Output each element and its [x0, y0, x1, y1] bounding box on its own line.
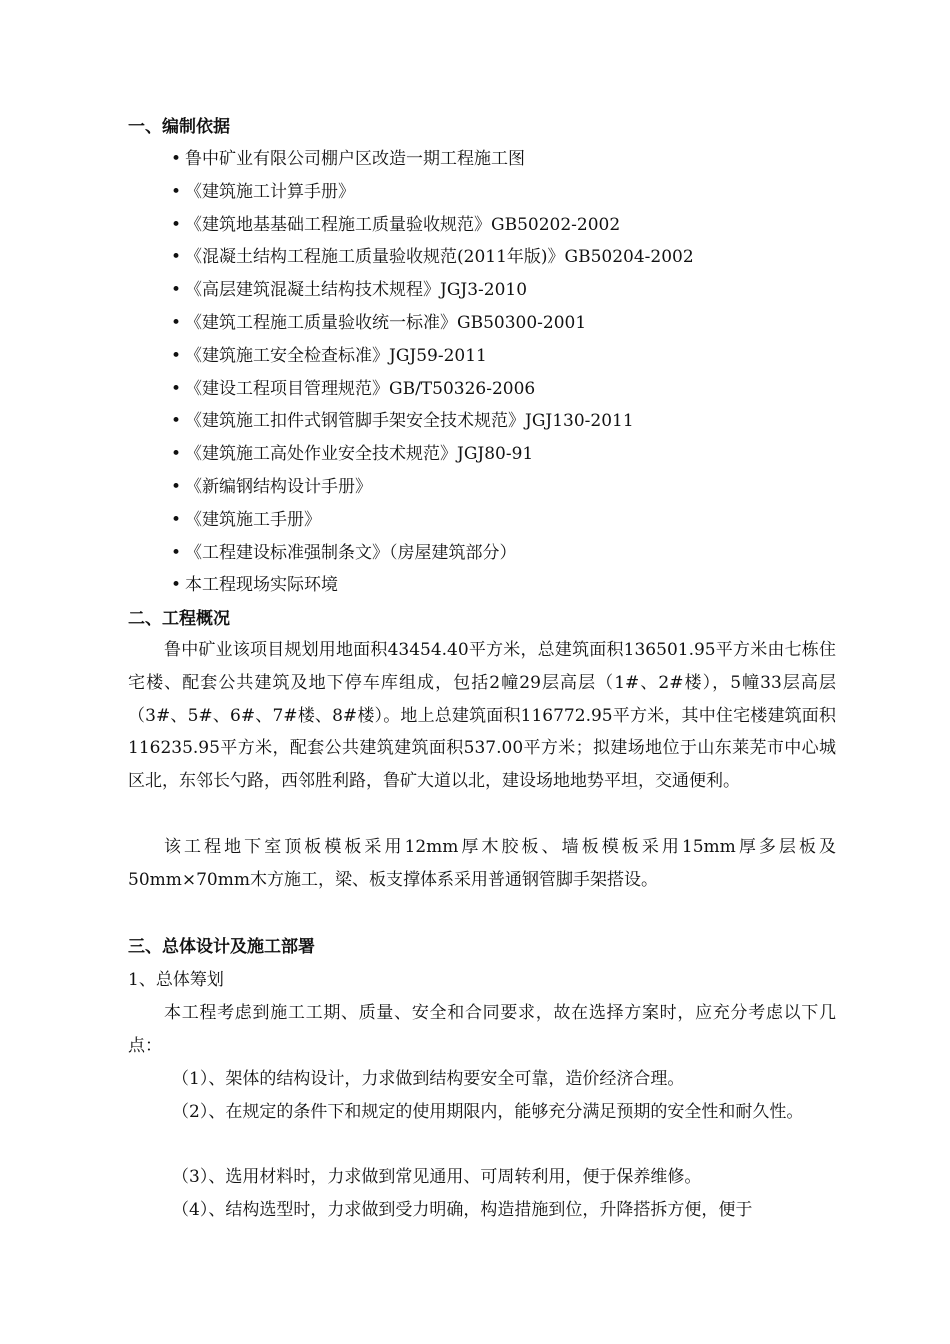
list-item [171, 575, 694, 608]
reference-text: 《建筑工程施工质量验收统一标准》GB50300-2001 [185, 312, 587, 333]
reference-text: 《建筑施工安全检查标准》JGJ59-2011 [185, 345, 487, 366]
list-item [171, 247, 694, 280]
bullet-icon: • [171, 280, 182, 301]
reference-text: 《高层建筑混凝土结构技术规程》JGJ3-2010 [185, 280, 528, 301]
bullet-icon: • [171, 444, 182, 465]
overview-paragraph: 该工程地下室顶板模板采用12mm厚木胶板、墙板模板采用15mm厚多层板及50mm×70mm木方施工，梁、板支撑体系采用普通钢管脚手架搭设。 [128, 837, 836, 890]
reference-text: 鲁中矿业有限公司棚户区改造一期工程施工图 [185, 149, 525, 169]
reference-text: 《新编钢结构设计手册》 [185, 476, 372, 497]
list-item [171, 215, 694, 248]
list-item [171, 543, 694, 576]
list-item [171, 280, 694, 313]
list-item [171, 182, 694, 215]
design-point: （4）、结构选型时，力求做到受力明确，构造措施到位，升降搭拆方便，便于 [172, 1200, 753, 1220]
list-item [171, 379, 694, 412]
list-item [171, 444, 694, 477]
reference-text: 《建筑施工高处作业安全技术规范》JGJ80-91 [185, 444, 534, 465]
bullet-icon: • [171, 312, 182, 333]
bullet-icon: • [171, 509, 182, 530]
list-item [171, 411, 694, 444]
reference-text: 《建筑地基基础工程施工质量验收规范》GB50202-2002 [185, 214, 621, 235]
design-point: （3）、选用材料时，力求做到常见通用、可周转利用，便于保养维修。 [172, 1167, 702, 1187]
list-item [171, 477, 694, 510]
section-title-design: 三、总体设计及施工部署 [128, 937, 315, 957]
design-intro-paragraph: 本工程考虑到施工工期、质量、安全和合同要求，故在选择方案时，应充分考虑以下几点： [128, 1003, 836, 1056]
bullet-icon: • [171, 411, 182, 432]
design-point: （1）、架体的结构设计，力求做到结构要安全可靠，造价经济合理。 [172, 1069, 685, 1089]
bullet-icon: • [171, 345, 182, 366]
bullet-icon: • [171, 149, 182, 169]
bullet-icon: • [171, 214, 182, 235]
overview-paragraph: 鲁中矿业该项目规划用地面积43454.40平方米，总建筑面积136501.95平方米由七栋住宅楼、配套公共建筑及地下停车库组成，包括2幢29层高层（1#、2#楼），5幢33层高层（3#、5#、6#、7#楼、8#楼）。地上总建筑面积116772.95平方米，其中住宅楼建筑面积116235.95平方米，配套公共建筑建筑面积537.00平方米；拟建场地位于山东莱芜市中心城区北，东邻长勺路，西邻胜利路，鲁矿大道以北，建设场地地势平坦，交通便利。 [128, 640, 836, 792]
bullet-icon: • [171, 247, 182, 268]
reference-list [171, 149, 694, 608]
list-item [171, 510, 694, 543]
subsection-title: 1、总体筹划 [128, 970, 224, 990]
reference-text: 《建筑施工计算手册》 [185, 181, 355, 202]
bullet-icon: • [171, 181, 182, 202]
reference-text: 《建设工程项目管理规范》GB/T50326-2006 [185, 378, 536, 399]
list-item [171, 313, 694, 346]
bullet-icon: • [171, 378, 182, 399]
reference-text: 《工程建设标准强制条文》（房屋建筑部分） [185, 542, 517, 563]
design-point: （2）、在规定的条件下和规定的使用期限内，能够充分满足预期的安全性和耐久性。 [172, 1102, 804, 1122]
reference-text: 《建筑施工手册》 [185, 509, 321, 530]
reference-text: 本工程现场实际环境 [185, 575, 338, 596]
list-item [171, 346, 694, 379]
bullet-icon: • [171, 575, 182, 596]
bullet-icon: • [171, 542, 182, 563]
section-title-basis: 一、编制依据 [128, 117, 230, 137]
reference-text: 《建筑施工扣件式钢管脚手架安全技术规范》JGJ130-2011 [185, 411, 634, 432]
bullet-icon: • [171, 476, 182, 497]
section-title-overview: 二、工程概况 [128, 609, 230, 629]
reference-text: 《混凝土结构工程施工质量验收规范(2011年版)》GB50204-2002 [185, 247, 694, 268]
list-item [171, 149, 694, 182]
